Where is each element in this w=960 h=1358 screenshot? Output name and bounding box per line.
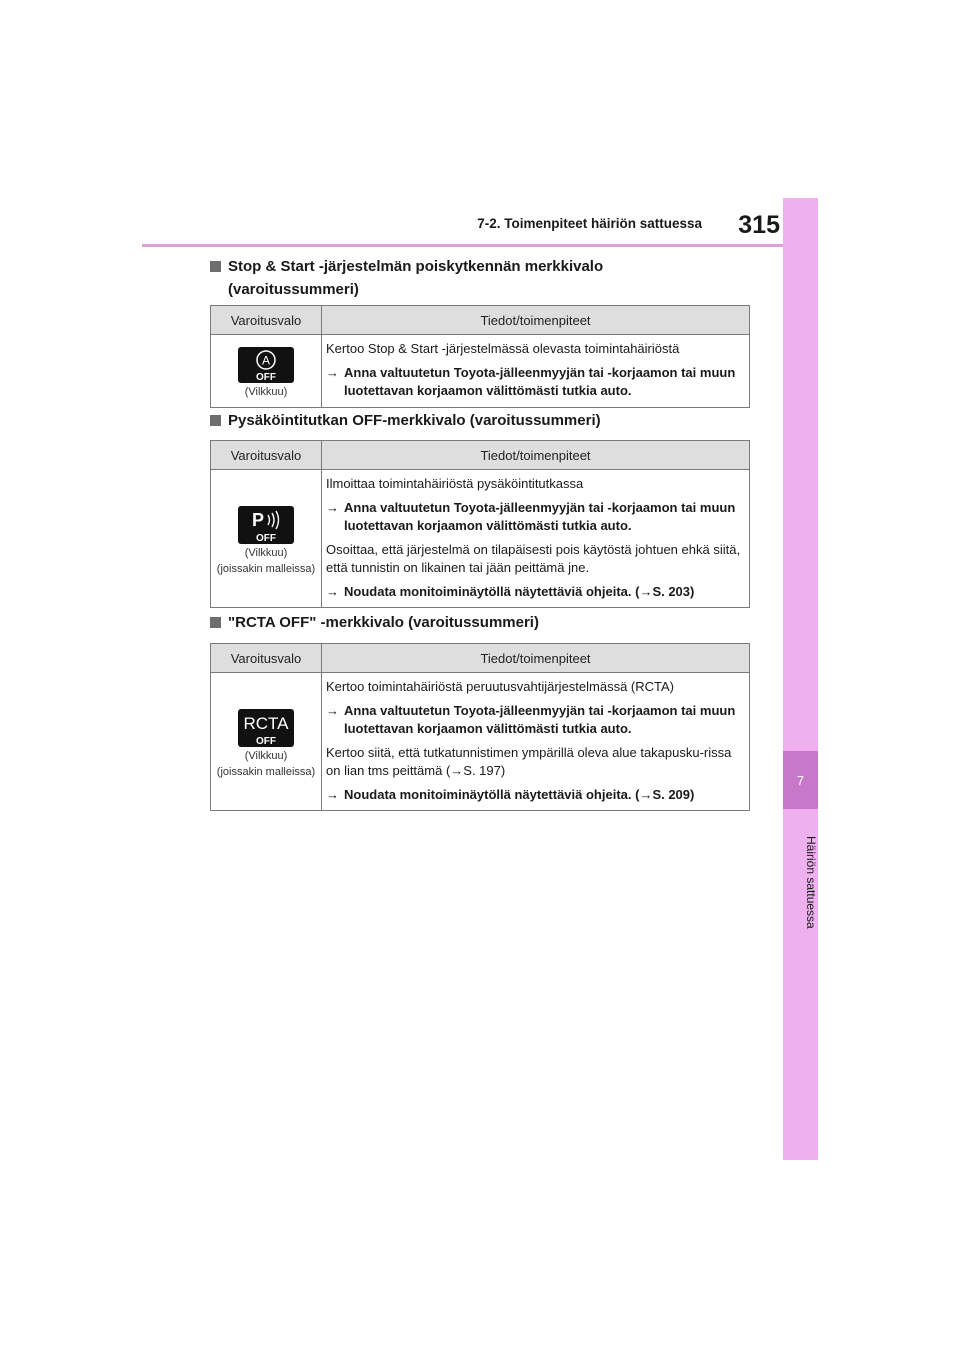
table-row [211, 673, 750, 811]
header-divider [142, 244, 783, 247]
arrow-icon: → [450, 762, 464, 778]
info-text-2 [326, 744, 743, 780]
table-row [211, 470, 750, 608]
action-text [326, 702, 743, 738]
chapter-side-tab [783, 198, 818, 1160]
section-header: 7-2. Toimenpiteet häiriön sattuessa [477, 216, 702, 231]
section-heading-parking-sensor [210, 409, 601, 432]
info-cell [322, 335, 750, 408]
bullet-square-icon [210, 261, 221, 272]
col-header-warning-light: Varoitusvalo [211, 644, 322, 673]
icon-note-flashing: (Vilkkuu) [244, 386, 288, 398]
col-header-info: Tiedot/toimenpiteet [322, 441, 750, 470]
svg-text:A: A [261, 353, 271, 368]
warning-table-stop-start [210, 305, 750, 408]
bullet-square-icon [210, 617, 221, 628]
warning-light-cell [211, 335, 322, 408]
info-cell [322, 673, 750, 811]
arrow-icon: → [326, 702, 339, 718]
table-row [211, 335, 750, 408]
action-label: Anna valtuutetun Toyota-jälleenmyyjän tai -korjaamon tai muun luotettavan korjaamon välittömästi tutkia auto. [344, 702, 736, 736]
action-label: Noudata monitoiminäytöllä näytettäviä ohjeita. ( [344, 786, 640, 802]
svg-text:RCTA: RCTA [243, 713, 289, 733]
heading-line-1: "RCTA OFF" -merkkivalo (varoitussummeri) [228, 614, 539, 631]
parking-sensor-off-icon [238, 506, 294, 544]
info-text-2: Osoittaa, että järjestelmä on tilapäisesti pois käytöstä johtuen ehkä siitä, että tunnistin on likainen tai jään peittämä jne. [326, 541, 741, 575]
rcta-off-icon [238, 709, 294, 747]
arrow-icon: → [326, 365, 339, 380]
arrow-icon: → [639, 583, 653, 599]
info-text: Kertoo Stop & Start -järjestelmässä olevasta toimintahäiriöstä [326, 341, 680, 356]
page-reference[interactable]: S. 203) [652, 583, 695, 599]
action-label: Noudata monitoiminäytöllä näytettäviä ohjeita. ( [344, 583, 640, 599]
bullet-square-icon [210, 415, 221, 426]
svg-text:OFF: OFF [256, 532, 276, 544]
col-header-warning-light: Varoitusvalo [211, 306, 322, 335]
icon-note-models: (joissakin malleissa) [216, 765, 316, 778]
icon-note-flashing: (Vilkkuu) [244, 546, 288, 559]
action-text-2 [326, 786, 743, 804]
svg-text:OFF: OFF [256, 735, 276, 747]
table-header-row [211, 644, 750, 673]
page-reference[interactable]: S. 209) [652, 786, 695, 802]
info-text: Kertoo toimintahäiriöstä peruutusvahtijärjestelmässä (RCTA) [326, 678, 675, 694]
heading-line-1: Pysäköintitutkan OFF-merkkivalo (varoitussummeri) [228, 412, 601, 429]
icon-note-flashing: (Vilkkuu) [244, 749, 288, 762]
chapter-number: 7 [783, 751, 818, 809]
heading-line-1: Stop & Start -järjestelmän poiskytkennän merkkivalo [228, 258, 604, 275]
table-header-row [211, 441, 750, 470]
svg-text:OFF: OFF [256, 372, 276, 383]
action-label: Anna valtuutetun Toyota-jälleenmyyjän tai -korjaamon tai muun luotettavan korjaamon välittömästi tutkia auto. [344, 365, 736, 398]
action-label: Anna valtuutetun Toyota-jälleenmyyjän tai -korjaamon tai muun luotettavan korjaamon välittömästi tutkia auto. [344, 499, 736, 533]
icon-note-models: (joissakin malleissa) [216, 562, 316, 575]
arrow-icon: → [639, 786, 653, 802]
action-text [326, 499, 743, 535]
arrow-icon: → [326, 786, 339, 802]
page-number: 315 [738, 211, 780, 239]
stop-start-off-icon [238, 347, 294, 383]
action-text-2 [326, 583, 743, 601]
warning-light-cell [211, 470, 322, 608]
info-label: Kertoo siitä, että tutkatunnistimen ympärillä oleva alue takapusku-rissa on lian tms peittämä ( [326, 744, 732, 778]
page-reference[interactable]: S. 197) [463, 762, 506, 778]
warning-table-rcta [210, 643, 750, 811]
col-header-warning-light: Varoitusvalo [211, 441, 322, 470]
warning-table-parking-sensor [210, 440, 750, 608]
action-text [326, 364, 743, 400]
info-cell [322, 470, 750, 608]
arrow-icon: → [326, 583, 339, 599]
table-header-row [211, 306, 750, 335]
section-heading-rcta [210, 611, 539, 634]
arrow-icon: → [326, 499, 339, 515]
warning-light-cell [211, 673, 322, 811]
col-header-info: Tiedot/toimenpiteet [322, 306, 750, 335]
info-text: Ilmoittaa toimintahäiriöstä pysäköintitutkassa [326, 475, 584, 491]
chapter-title: Häiriön sattuessa [804, 835, 818, 929]
heading-line-2: (varoitussummeri) [228, 281, 359, 298]
section-heading-stop-start [210, 255, 603, 301]
col-header-info: Tiedot/toimenpiteet [322, 644, 750, 673]
svg-text:P: P [251, 509, 265, 530]
